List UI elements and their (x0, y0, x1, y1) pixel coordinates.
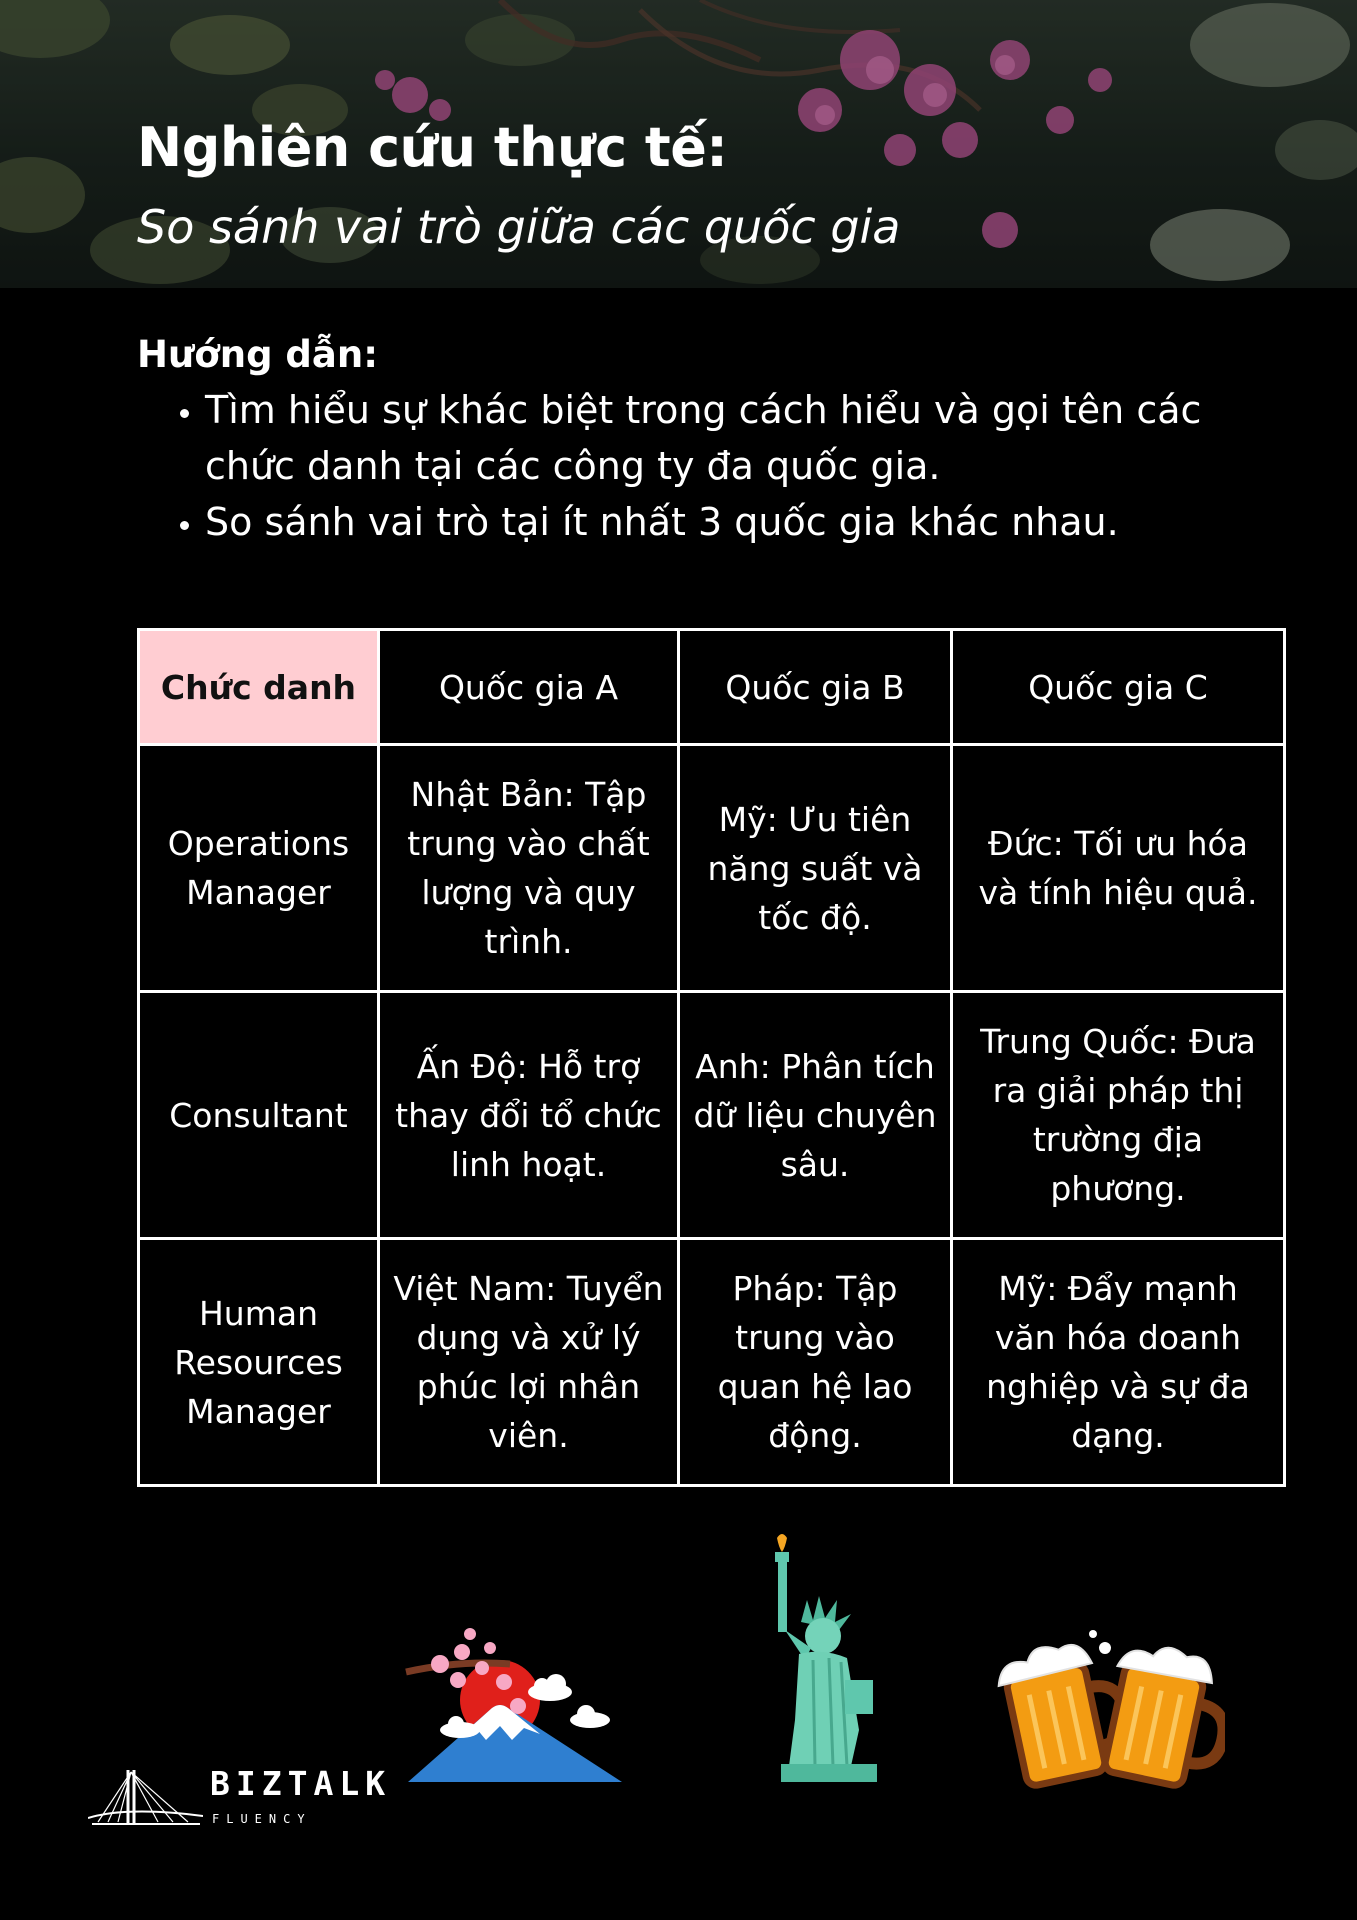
role-cell: Operations Manager (139, 745, 379, 992)
table-cell: Ấn Độ: Hỗ trợ thay đổi tổ chức linh hoạt. (379, 992, 679, 1239)
guide-list (137, 382, 1257, 550)
role-cell: Consultant (139, 992, 379, 1239)
comparison-table (137, 628, 1286, 1487)
guide-item: • Tìm hiểu sự khác biệt trong cách hiểu và gọi tên các chức danh tại các công ty đa quốc gia. (205, 382, 1257, 494)
role-cell: Human Resources Manager (139, 1239, 379, 1486)
page-subtitle: So sánh vai trò giữa các quốc gia (137, 200, 901, 254)
table-row (139, 1239, 1285, 1486)
beer-mugs-icon (985, 1620, 1225, 1790)
guide-heading: Hướng dẫn: (137, 333, 379, 376)
logo-tagline: FLUENCY (212, 1812, 312, 1826)
table-cell: Anh: Phân tích dữ liệu chuyên sâu. (679, 992, 952, 1239)
bridge-icon (88, 1762, 203, 1832)
header-cell-country-b: Quốc gia B (679, 630, 952, 745)
statue-of-liberty-icon (755, 1530, 905, 1790)
guide-item: • So sánh vai trò tại ít nhất 3 quốc gia khác nhau. (205, 494, 1257, 550)
page-title: Nghiên cứu thực tế: (137, 116, 728, 179)
guide-section (137, 333, 1257, 550)
table-cell: Đức: Tối ưu hóa và tính hiệu quả. (952, 745, 1285, 992)
table-cell: Mỹ: Ưu tiên năng suất và tốc độ. (679, 745, 952, 992)
hero-banner (0, 0, 1357, 288)
table-cell: Việt Nam: Tuyển dụng và xử lý phúc lợi nhân viên. (379, 1239, 679, 1486)
table-row (139, 745, 1285, 992)
table-cell: Mỹ: Đẩy mạnh văn hóa doanh nghiệp và sự đa dạng. (952, 1239, 1285, 1486)
biztalk-logo (88, 1762, 392, 1842)
header-cell-country-a: Quốc gia A (379, 630, 679, 745)
table-cell: Nhật Bản: Tập trung vào chất lượng và quy trình. (379, 745, 679, 992)
table-cell: Pháp: Tập trung vào quan hệ lao động. (679, 1239, 952, 1486)
header-cell-title: Chức danh (139, 630, 379, 745)
table-row (139, 992, 1285, 1239)
table-header-row (139, 630, 1285, 745)
logo-wordmark: BIZTALK (210, 1764, 392, 1803)
mount-fuji-icon (400, 1620, 630, 1790)
header-cell-country-c: Quốc gia C (952, 630, 1285, 745)
table-cell: Trung Quốc: Đưa ra giải pháp thị trường địa phương. (952, 992, 1285, 1239)
